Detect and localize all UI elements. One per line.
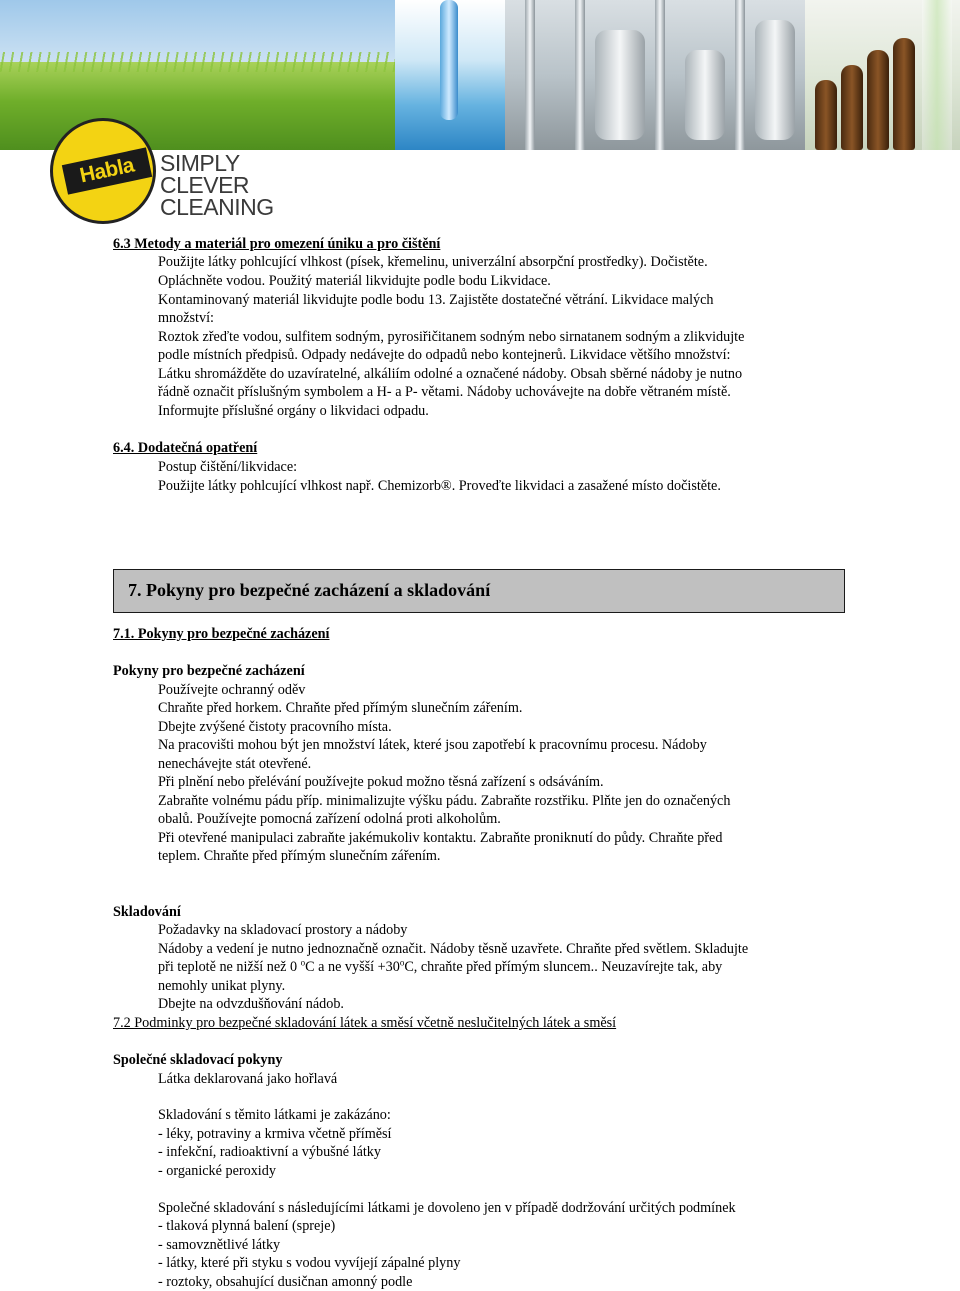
storage-heading: Skladování xyxy=(113,904,181,920)
paragraph-line: Na pracovišti mohou být jen množství látek, které jsou zapotřebí k pracovnímu procesu. Nádoby xyxy=(158,737,707,753)
text-run: při teplotě ne nižší než 0 xyxy=(158,959,301,975)
section-6-4-heading: 6.4. Dodatečná opatření xyxy=(113,440,258,456)
bottles-image xyxy=(805,0,960,150)
text-run: C a ne vyšší +30 xyxy=(305,959,400,975)
paragraph-line: Požadavky na skladovací prostory a nádoby xyxy=(158,922,408,938)
section-7-1-heading: 7.1. Pokyny pro bezpečné zacházení xyxy=(113,626,330,642)
paragraph-line: Použijte látky pohlcující vlhkost (písek, křemelinu, univerzální absorpční prostředky). Dočistěte. xyxy=(158,254,708,270)
paragraph-line: Roztok zřeďte vodou, sulfitem sodným, pyrosiřičitanem sodným nebo sirnatanem sodným a zlikvidujte xyxy=(158,329,745,345)
common-storage-heading: Společné skladovací pokyny xyxy=(113,1052,283,1068)
paragraph-line: Nádoby a vedení je nutno jednoznačně označit. Nádoby těsně uzavřete. Chraňte před světlem. Skladujte xyxy=(158,941,749,957)
subheading: Pokyny pro bezpečné zacházení xyxy=(113,663,305,679)
water-splash-image xyxy=(395,0,505,150)
paragraph-line: Kontaminovaný materiál likvidujte podle bodu 13. Zajistěte dostatečné větrání. Likvidace malých xyxy=(158,292,714,308)
slogan-line: CLEVER xyxy=(160,172,250,198)
paragraph-line: Opláchněte vodou. Použitý materiál likvidujte podle bodu Likvidace. xyxy=(158,273,551,289)
paragraph-line: Dbejte na odvzdušňování nádob. xyxy=(158,996,344,1012)
list-item: - tlaková plynná balení (spreje) xyxy=(158,1218,336,1234)
degree-sup: o xyxy=(300,957,306,968)
paragraph-line: Při plnění nebo přelévání používejte pokud možno těsná zařízení s odsáváním. xyxy=(158,774,604,790)
paragraph-line: podle místních předpisů. Odpady nedávejte do odpadů nebo kontejnerů. Likvidace většího množství: xyxy=(158,347,731,363)
paragraph-line: Dbejte zvýšené čistoty pracovního místa. xyxy=(158,719,392,735)
degree-sup: o xyxy=(399,957,405,968)
paragraph-line: obalů. Používejte pomocná zařízení odolná proti alkoholům. xyxy=(158,811,501,827)
paragraph-line: Látku shromážděte do uzavíratelné, alkáliím odolné a označené nádoby. Obsah sběrné nádoby je nutno xyxy=(158,366,743,382)
section-7-title: 7. Pokyny pro bezpečné zacházení a skladování xyxy=(128,580,491,600)
paragraph-line: Použijte látky pohlcující vlhkost např. Chemizorb®. Proveďte likvidaci a zasažené místo dočistěte. xyxy=(158,478,721,494)
paragraph-line: nemohly unikat plyny. xyxy=(158,978,286,994)
allowed-title: Společné skladování s následujícími látkami je dovoleno jen v případě dodržování určitých podmínek xyxy=(158,1200,736,1216)
text-run: C, chraňte před přímým sluncem.. Neuzavírejte tak, aby xyxy=(404,959,723,975)
paragraph-line xyxy=(158,958,722,976)
list-item: - léky, potraviny a krmiva včetně příměsí xyxy=(158,1126,392,1142)
paragraph-line: Při otevřené manipulaci zabraňte jakémukoliv kontaktu. Zabraňte proniknutí do půdy. Chraňte před xyxy=(158,830,723,846)
logo-word: Habla xyxy=(62,147,152,194)
paragraph-line: řádně označit příslušným symbolem a H- a P- větami. Nádoby uchovávejte na dobře větraném místě. xyxy=(158,384,731,400)
forbidden-title: Skladování s těmito látkami je zakázáno: xyxy=(158,1107,391,1123)
paragraph-line: Chraňte před horkem. Chraňte před přímým slunečním zářením. xyxy=(158,700,523,716)
paragraph-line: Informujte příslušné orgány o likvidaci odpadu. xyxy=(158,403,429,419)
slogan-line: SIMPLY xyxy=(160,150,240,176)
paragraph-line: Postup čištění/likvidace: xyxy=(158,459,298,475)
paragraph-line: množství: xyxy=(158,310,214,326)
slogan-line: CLEANING xyxy=(160,194,274,220)
section-6-3-heading: 6.3 Metody a materiál pro omezení úniku a pro čištění xyxy=(113,236,441,252)
section-7-2-heading: 7.2 Podminky pro bezpečné skladování látek a směsí včetně neslučitelných látek a směsí xyxy=(113,1015,617,1031)
list-item: - infekční, radioaktivní a výbušné látky xyxy=(158,1144,381,1160)
logo-slogan xyxy=(160,152,290,218)
section-7-title-box xyxy=(113,569,845,613)
paragraph-line: Používejte ochranný oděv xyxy=(158,682,306,698)
factory-image xyxy=(505,0,805,150)
paragraph-line: Látka deklarovaná jako hořlavá xyxy=(158,1071,338,1087)
paragraph-line: nenechávejte stát otevřené. xyxy=(158,756,312,772)
list-item: - látky, které při styku s vodou vyvíjejí zápalné plyny xyxy=(158,1255,461,1271)
habla-logo xyxy=(50,118,290,230)
list-item: - samovznětlivé látky xyxy=(158,1237,281,1253)
list-item: - roztoky, obsahující dusičnan amonný podle xyxy=(158,1274,413,1290)
paragraph-line: teplem. Chraňte před přímým slunečním zářením. xyxy=(158,848,441,864)
paragraph-line: Zabraňte volnému pádu příp. minimalizujte výšku pádu. Zabraňte rozstřiku. Plňte jen do označených xyxy=(158,793,731,809)
list-item: - organické peroxidy xyxy=(158,1163,276,1179)
